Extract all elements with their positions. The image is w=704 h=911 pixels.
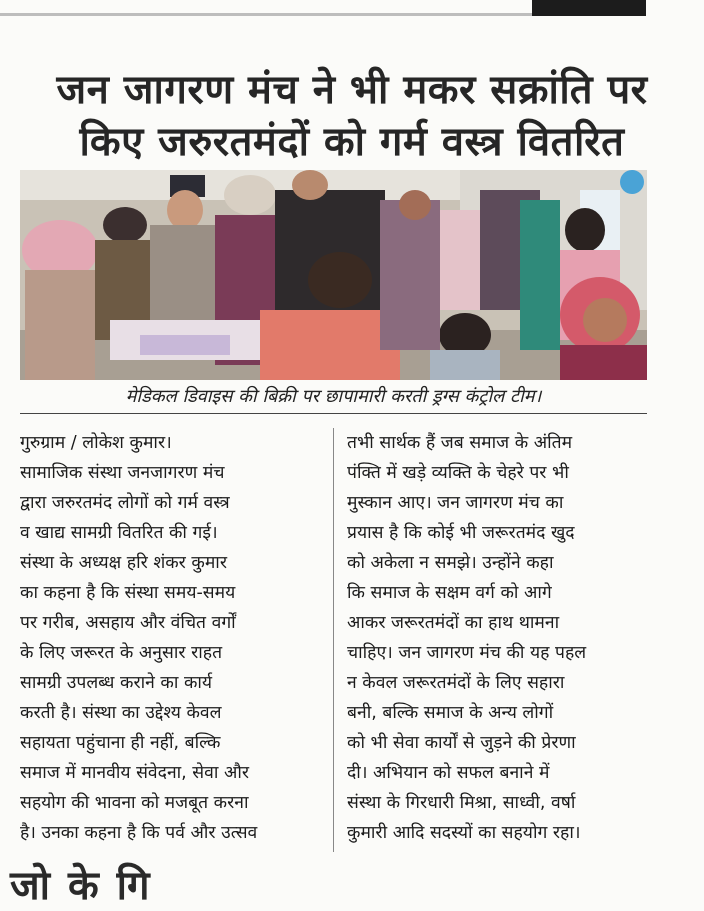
top-black-block [532, 0, 646, 16]
article-line: के लिए जरूरत के अनुसार राहत [20, 643, 223, 663]
article-line: मुस्कान आए। जन जागरण मंच का [347, 493, 564, 513]
article-line: चाहिए। जन जागरण मंच की यह पहल [347, 643, 587, 663]
article-line: प्रयास है कि कोई भी जरूरतमंद खुद [347, 523, 575, 543]
article-line: गुरुग्राम / लोकेश कुमार। [20, 433, 172, 453]
article-column-left [20, 428, 320, 848]
article-line: समाज में मानवीय संवेदना, सेवा और [20, 763, 250, 783]
article-line: तभी सार्थक हैं जब समाज के अंतिम [347, 433, 573, 453]
article-line: पंक्ति में खड़े व्यक्ति के चेहरे पर भी [347, 463, 569, 483]
article-line: को अकेला न समझे। उन्होंने कहा [347, 553, 554, 573]
article-line: आकर जरूरतमंदों का हाथ थामना [347, 613, 560, 633]
article-line: का कहना है कि संस्था समय-समय [20, 583, 236, 603]
column-divider [333, 428, 334, 852]
article-line: संस्था के अध्यक्ष हरि शंकर कुमार [20, 553, 227, 573]
article-line: को भी सेवा कार्यों से जुड़ने की प्रेरणा [347, 733, 576, 753]
headline-line-2: किए जरुरतमंदों को गर्म वस्त्र वितरित [79, 119, 625, 165]
article-line: न केवल जरूरतमंदों के लिए सहारा [347, 673, 565, 693]
article-line: पर गरीब, असहाय और वंचित वर्गों [20, 613, 236, 633]
article-line: सहायता पहुंचाना ही नहीं, बल्कि [20, 733, 221, 753]
article-line: सामाजिक संस्था जनजागरण मंच [20, 463, 225, 483]
article-line: दी। अभियान को सफल बनाने में [347, 763, 550, 783]
article-line: व खाद्य सामग्री वितरित की गई। [20, 523, 218, 543]
article-line: संस्था के गिरधारी मिश्रा, साध्वी, वर्षा [347, 793, 576, 813]
article-line: द्वारा जरुरतमंद लोगों को गर्म वस्त्र [20, 493, 230, 513]
caption-divider [20, 413, 647, 414]
next-headline-strip [0, 862, 704, 909]
top-rule [0, 13, 532, 16]
article-column-right [347, 428, 647, 848]
article-line: बनी, बल्कि समाज के अन्य लोगों [347, 703, 554, 723]
headline-line-1: जन जागरण मंच ने भी मकर सक्रांति पर [56, 67, 648, 113]
article-line: सहयोग की भावना को मजबूत करना [20, 793, 249, 813]
article-line: कि समाज के सक्षम वर्ग को आगे [347, 583, 552, 603]
article-line: है। उनका कहना है कि पर्व और उत्सव [20, 823, 258, 843]
news-photo [20, 170, 647, 380]
photo-caption: मेडिकल डिवाइस की बिक्री पर छापामारी करती ड्रग्स कंट्रोल टीम। [125, 386, 542, 407]
article-line: कुमारी आदि सदस्यों का सहयोग रहा। [347, 823, 581, 843]
article-line: सामग्री उपलब्ध कराने का कार्य [20, 673, 213, 693]
photo-distribution-scene-icon [20, 170, 647, 380]
article-line: करती है। संस्था का उद्देश्य केवल [20, 703, 222, 723]
next-headline-fragment: जो के गि [10, 863, 152, 909]
